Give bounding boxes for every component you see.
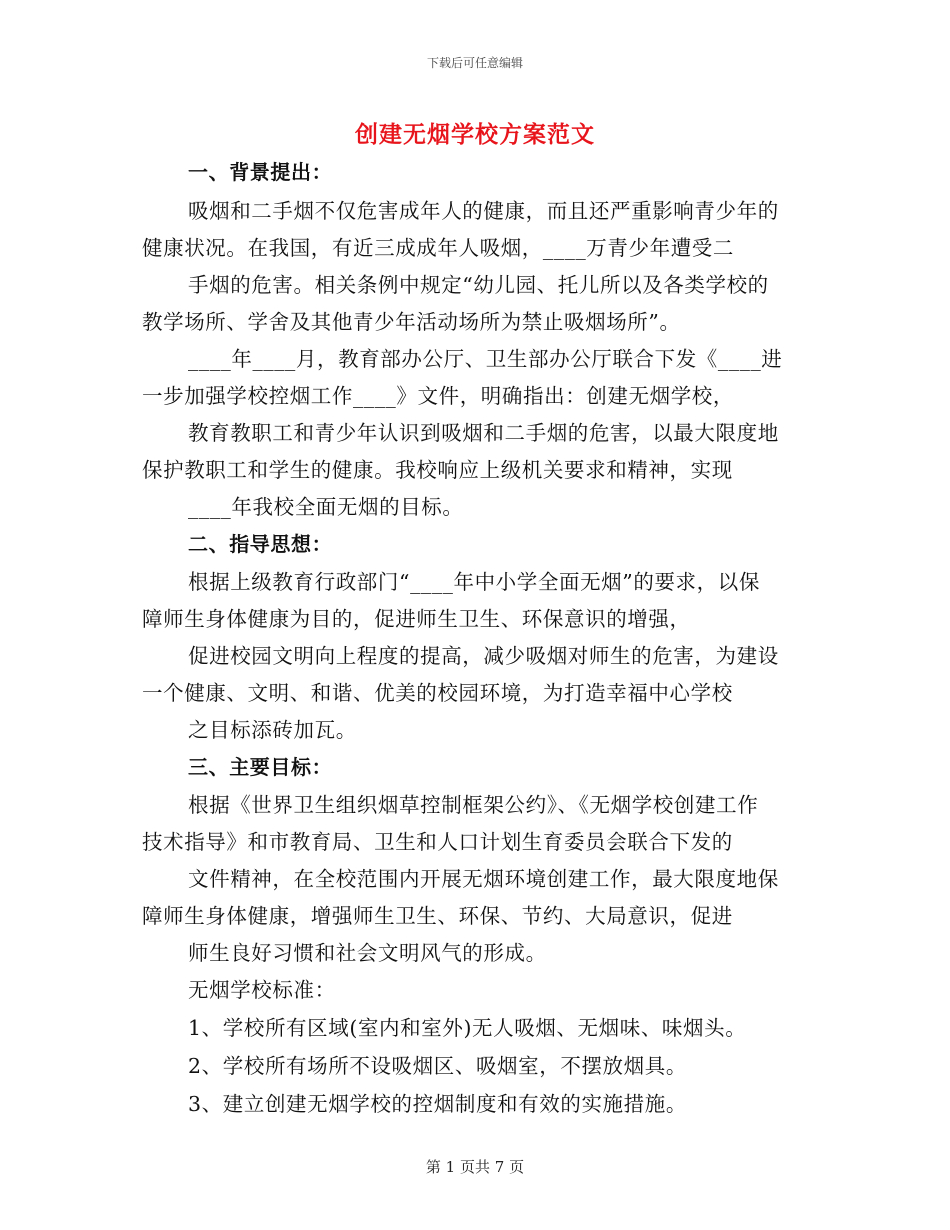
page-number: 第 1 页共 7 页: [425, 1158, 525, 1176]
paragraph-line: 障师生身体健康为目的，促进师生卫生、环保意识的增强，: [142, 607, 691, 631]
heading-background: 一、背景提出：: [188, 160, 333, 184]
paragraph-line: 根据上级教育行政部门“____年中小学全面无烟”的要求，以保: [188, 570, 760, 594]
paragraph-line: 手烟的危害。相关条例中规定“幼儿园、托儿所以及各类学校的: [188, 273, 769, 297]
paragraph-line: 之目标添砖加瓦。: [188, 718, 357, 742]
paragraph-line: ____年我校全面无烟的目标。: [188, 495, 464, 519]
paragraph-line: 健康状况。在我国，有近三成成年人吸烟，____万青少年遭受二: [142, 236, 734, 260]
heading-main-goals: 三、主要目标：: [188, 755, 333, 779]
list-item: 1、学校所有区域(室内和室外)无人吸烟、无烟味、味烟头。: [188, 1016, 747, 1040]
heading-guiding-ideas: 二、指导思想：: [188, 532, 333, 556]
paragraph-line: ____年____月，教育部办公厅、卫生部办公厅联合下发《____进: [188, 347, 783, 371]
paragraph-line: 师生良好习惯和社会文明风气的形成。: [188, 941, 547, 965]
header-note: 下载后可任意编辑: [426, 56, 523, 70]
paragraph-line: 保护教职工和学生的健康。我校响应上级机关要求和精神，实现: [142, 458, 733, 482]
paragraph-line: 障师生身体健康，增强师生卫生、环保、节约、大局意识，促进: [142, 904, 733, 928]
paragraph-line: 吸烟和二手烟不仅危害成年人的健康，而且还严重影响青少年的: [188, 199, 779, 223]
paragraph-line: 技术指导》和市教育局、卫生和人口计划生育委员会联合下发的: [142, 830, 733, 854]
paragraph-line: 一个健康、文明、和谐、优美的校园环境，为打造幸福中心学校: [142, 681, 733, 705]
paragraph-line: 促进校园文明向上程度的提高，减少吸烟对师生的危害，为建设: [188, 644, 779, 668]
standards-label: 无烟学校标准：: [188, 978, 336, 1002]
paragraph-line: 教育教职工和青少年认识到吸烟和二手烟的危害，以最大限度地: [188, 421, 779, 445]
paragraph-line: 一步加强学校控烟工作____》文件，明确指出：创建无烟学校，: [142, 384, 734, 408]
paragraph-line: 根据《世界卫生组织烟草控制框架公约》、《无烟学校创建工作: [188, 793, 759, 817]
list-item: 3、建立创建无烟学校的控烟制度和有效的实施措施。: [188, 1092, 687, 1116]
document-title: 创建无烟学校方案范文: [355, 121, 595, 148]
paragraph-line: 教学场所、学舍及其他青少年活动场所为禁止吸烟场所”。: [142, 310, 681, 334]
paragraph-line: 文件精神，在全校范围内开展无烟环境创建工作，最大限度地保: [188, 867, 779, 891]
list-item: 2、学校所有场所不设吸烟区、吸烟室，不摆放烟具。: [188, 1054, 687, 1078]
